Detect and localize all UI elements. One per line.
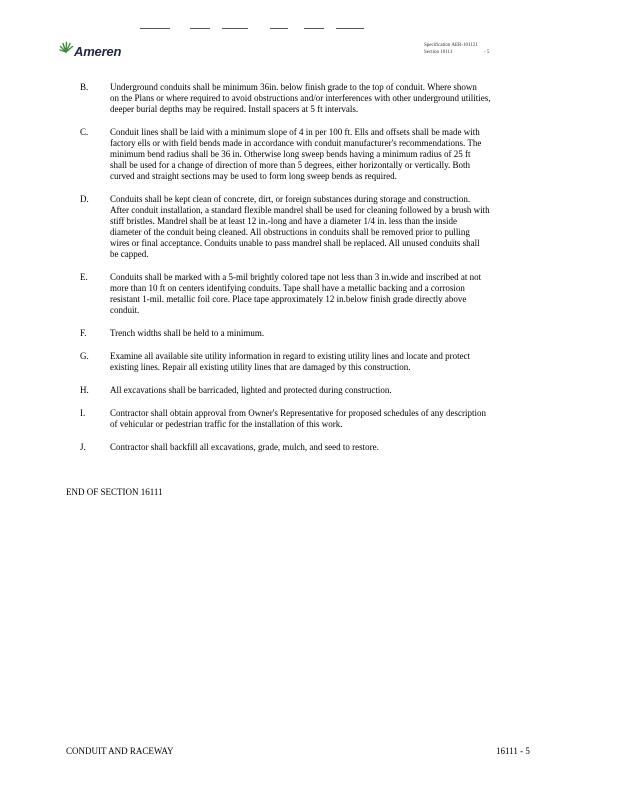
item-text [110, 272, 530, 316]
item-text-line: curved and straight sections may be used to form long sweep bends as required. [110, 171, 397, 181]
item-text-line: more than 10 ft on centers identifying conduits. Tape shall have a metallic backing and a corrosion [110, 283, 465, 293]
item-letter: I. [80, 408, 86, 418]
item-text [110, 351, 530, 373]
item-text [110, 127, 530, 182]
spec-item [80, 442, 535, 453]
item-text [110, 385, 530, 396]
spec-header [424, 42, 514, 56]
item-text-line: Underground conduits shall be minimum 36in. below finish grade to the top of conduit. Where shown [110, 82, 477, 92]
item-letter: J. [80, 442, 86, 452]
item-text-line: Conduits shall be marked with a 5-mil brightly colored tape not less than 3 in.wide and inscribed at not [110, 272, 482, 282]
item-text-line: be capped. [110, 249, 149, 259]
spec-section: Section 16111 [424, 50, 453, 55]
item-text-line: After conduit installation, a standard flexible mandrel shall be used for cleaning followed by a brush with [110, 205, 490, 215]
item-text-line: diameter of the conduit being cleaned. All obstructions in conduits shall be removed prior to pulling [110, 227, 470, 237]
item-text [110, 82, 530, 115]
spec-item [80, 194, 535, 260]
item-text-line: Trench widths shall be held to a minimum. [110, 328, 265, 338]
item-text [110, 442, 530, 453]
item-text-line: on the Plans or where required to avoid obstructions and/or interferences with other underground utilities, [110, 93, 491, 103]
spec-section-row [424, 49, 514, 56]
item-text-line: deeper burial depths may be required. Install spacers at 5 ft intervals. [110, 104, 359, 114]
company-logo [58, 40, 148, 62]
item-letter: D. [80, 194, 89, 204]
item-text-line: Conduit lines shall be laid with a minimum slope of 4 in per 100 ft. Ells and offsets shall be made with [110, 127, 480, 137]
item-letter: H. [80, 385, 89, 395]
item-text-line: minimum bend radius shall be 36 in. Otherwise long sweep bends having a minimum radius of 25 ft [110, 149, 471, 159]
item-text-line: Contractor shall obtain approval from Owner's Representative for proposed schedules of any description [110, 408, 487, 418]
item-text-line: stiff bristles. Mandrel shall be at least 12 in.-long and have a diameter 1/4 in. less than the inside [110, 216, 458, 226]
spec-page: - 5 [484, 50, 490, 55]
item-text-line: All excavations shall be barricaded, lighted and protected during construction. [110, 385, 392, 395]
item-text [110, 328, 530, 339]
item-letter: F. [80, 328, 87, 338]
item-letter: E. [80, 272, 88, 282]
item-text-line: factory ells or with field bends made in accordance with conduit manufacturer's recommendations. The [110, 138, 482, 148]
spec-item [80, 127, 535, 182]
item-text-line: of vehicular or pedestrian traffic for the installation of this work. [110, 419, 343, 429]
spec-item [80, 351, 535, 373]
item-text-line: shall be used for a change of direction of more than 5 degrees, either horizontally or vertically. Both [110, 160, 471, 170]
item-text [110, 408, 530, 430]
item-text-line: conduit. [110, 305, 140, 315]
item-text-line: Contractor shall backfill all excavations, grade, mulch, and seed to restore. [110, 442, 379, 452]
spec-items [80, 82, 535, 465]
item-text-line: Examine all available site utility information in regard to existing utility lines and locate and protect [110, 351, 471, 361]
spec-item [80, 385, 535, 396]
item-text [110, 194, 530, 260]
item-text-line: Conduits shall be kept clean of concrete, dirt, or foreign substances during storage and construction. [110, 194, 471, 204]
ameren-sunburst-icon [58, 40, 74, 56]
footer-title: CONDUIT AND RACEWAY [66, 746, 174, 756]
item-text-line: wires or final acceptance. Conduits unable to pass mandrel shall be replaced. All unused conduits shall [110, 238, 480, 248]
spec-item [80, 328, 535, 339]
footer-page-number: 16111 - 5 [496, 746, 530, 756]
item-letter: G. [80, 351, 89, 361]
logo-wordmark: Ameren [74, 44, 122, 59]
item-text-line: existing lines. Repair all existing utility lines that are damaged by this construction. [110, 362, 411, 372]
item-letter: B. [80, 82, 89, 92]
spec-number: Specification AER-101121 [424, 43, 478, 48]
spec-item [80, 408, 535, 430]
item-letter: C. [80, 127, 89, 137]
spec-item [80, 272, 535, 316]
item-text-line: resistant 1-mil. metallic foil core. Place tape approximately 12 in.below finish grade directly above [110, 294, 467, 304]
end-of-section: END OF SECTION 16111 [66, 487, 163, 497]
spec-item [80, 82, 535, 115]
